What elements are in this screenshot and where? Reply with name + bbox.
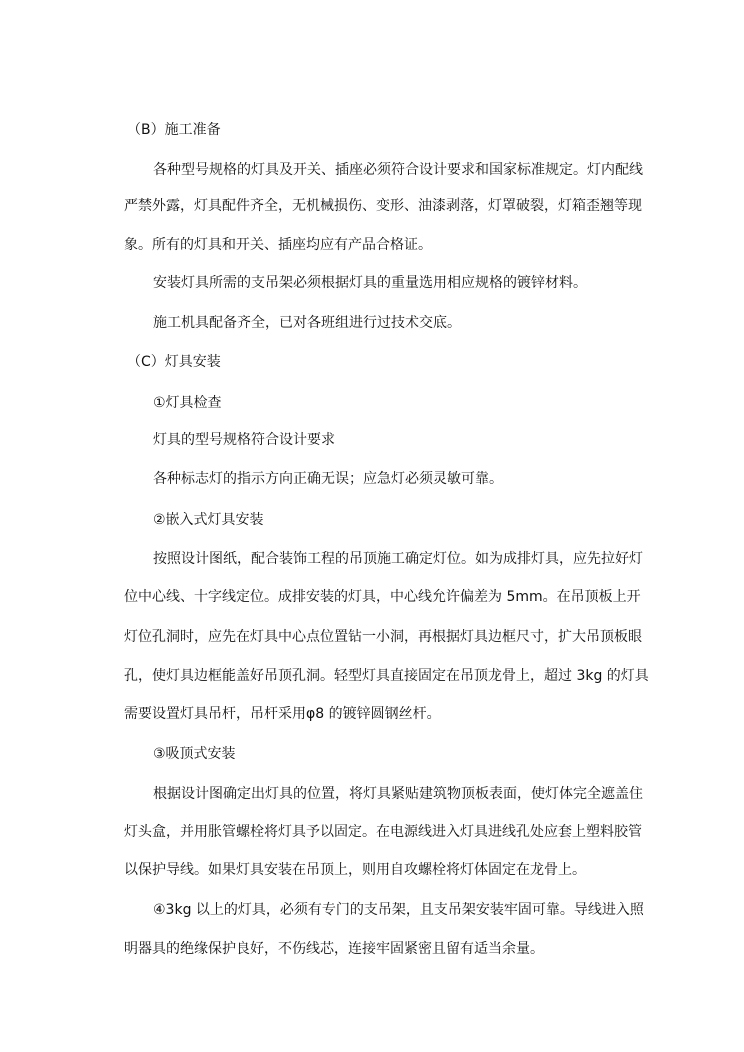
- paragraph-line: 灯位孔洞时，应先在灯具中心点位置钻一小洞，再根据灯具边框尺寸，扩大吊顶板眼: [124, 629, 642, 645]
- paragraph-line: 按照设计图纸，配合装饰工程的吊顶施工确定灯位。如为成排灯具，应先拉好灯: [153, 551, 643, 567]
- paragraph-line: 以保护导线。如果灯具安装在吊顶上，则用自攻螺栓将灯体固定在龙骨上。: [124, 862, 586, 878]
- paragraph-line: 位中心线、十字线定位。成排安装的灯具，中心线允许偏差为 5mm。在吊顶板上开: [124, 589, 641, 605]
- subheading-inspection: ①灯具检查: [153, 395, 222, 411]
- section-heading-c: （C）灯具安装: [127, 354, 221, 370]
- paragraph-line: 各种标志灯的指示方向正确无误；应急灯必须灵敏可靠。: [153, 471, 503, 487]
- paragraph-line: 安装灯具所需的支吊架必须根据灯具的重量选用相应规格的镀锌材料。: [153, 275, 587, 291]
- subheading-ceiling-mount: ③吸顶式安装: [153, 746, 236, 762]
- section-heading-b: （B）施工准备: [127, 122, 221, 138]
- paragraph-line: ④3kg 以上的灯具，必须有专门的支吊架，且支吊架安装牢固可靠。导线进入照: [153, 902, 644, 918]
- paragraph-line: 象。所有的灯具和开关、插座均应有产品合格证。: [124, 237, 432, 253]
- paragraph-line: 孔，使灯具边框能盖好吊顶孔洞。轻型灯具直接固定在吊顶龙骨上，超过 3kg 的灯具: [124, 668, 649, 684]
- paragraph-line: 严禁外露，灯具配件齐全，无机械损伤、变形、油漆剥落，灯罩破裂，灯箱歪翘等现: [124, 198, 642, 214]
- paragraph-line: 灯头盒，并用胀管螺栓将灯具予以固定。在电源线进入灯具进线孔处应套上塑料胶管: [124, 824, 642, 840]
- paragraph-line: 需要设置灯具吊杆，吊杆采用φ8 的镀锌圆钢丝杆。: [124, 706, 441, 722]
- paragraph-line: 根据设计图确定出灯具的位置，将灯具紧贴建筑物顶板表面，使灯体完全遮盖住: [153, 786, 643, 802]
- paragraph-line: 各种型号规格的灯具及开关、插座必须符合设计要求和国家标准规定。灯内配线: [153, 162, 643, 178]
- paragraph-line: 施工机具配备齐全，已对各班组进行过技术交底。: [153, 315, 461, 331]
- subheading-recessed: ②嵌入式灯具安装: [153, 512, 264, 528]
- paragraph-line: 明器具的绝缘保护良好，不伤线芯，连接牢固紧密且留有适当余量。: [124, 941, 544, 957]
- paragraph-line: 灯具的型号规格符合设计要求: [153, 432, 335, 448]
